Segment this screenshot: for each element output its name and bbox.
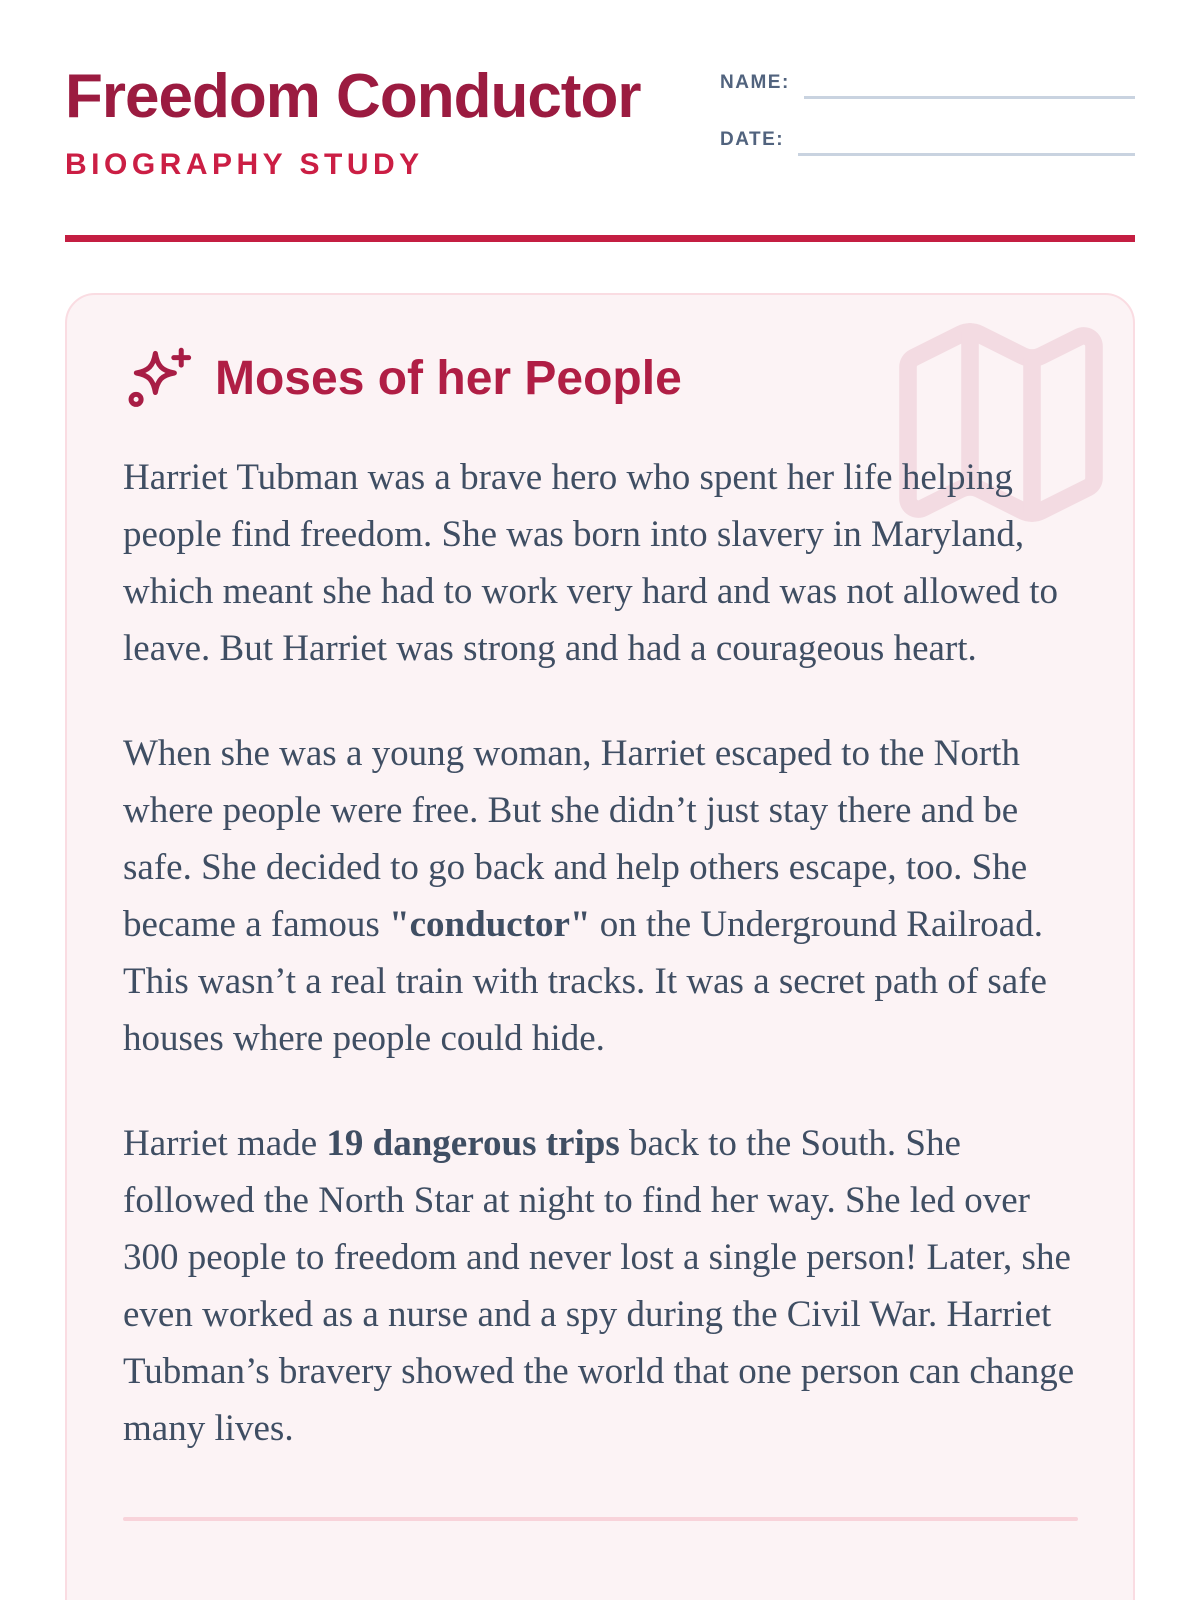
name-field — [720, 72, 1135, 99]
name-label: NAME: — [720, 72, 790, 93]
page-title: Freedom Conductor — [65, 62, 641, 131]
paragraph: When she was a young woman, Harriet escaped to the North where people were free. But she didn’t just stay there and be safe. She decided to go back and help others escape, too. She became a famous "conductor" on the Underground Railroad. This wasn’t a real train with tracks. It was a secret path of safe houses where people could hide. — [123, 733, 1047, 1059]
sparkles-icon — [123, 345, 193, 411]
page-header — [65, 0, 1135, 186]
bio-card — [65, 293, 1135, 1600]
header-fields — [720, 66, 1135, 186]
paragraph: Harriet Tubman was a brave hero who spent her life helping people find freedom. She was born into slavery in Maryland, which meant she had to work very hard and was not allowed to leave. But Harriet was strong and had a courageous heart. — [123, 457, 1059, 669]
date-input-line[interactable] — [798, 153, 1135, 156]
section-divider — [123, 1517, 1078, 1521]
date-label: DATE: — [720, 129, 785, 150]
paragraph: Harriet made 19 dangerous trips back to the South. She followed the North Star at night to find her way. She led over 300 people to freedom and never lost a single person! Later, she even worked as a nurse and a spy during the Civil War. Harriet Tubman’s bravery showed the world that one person can change many lives. — [123, 1123, 1075, 1449]
page-subtitle: BIOGRAPHY STUDY — [65, 148, 424, 181]
section-title: Moses of her People — [215, 351, 682, 405]
section-title-row — [123, 345, 1078, 411]
date-field — [720, 129, 1135, 156]
name-input-line[interactable] — [804, 96, 1135, 99]
bio-text — [123, 449, 1078, 1457]
header-divider — [65, 235, 1135, 242]
brand-block — [65, 62, 641, 182]
